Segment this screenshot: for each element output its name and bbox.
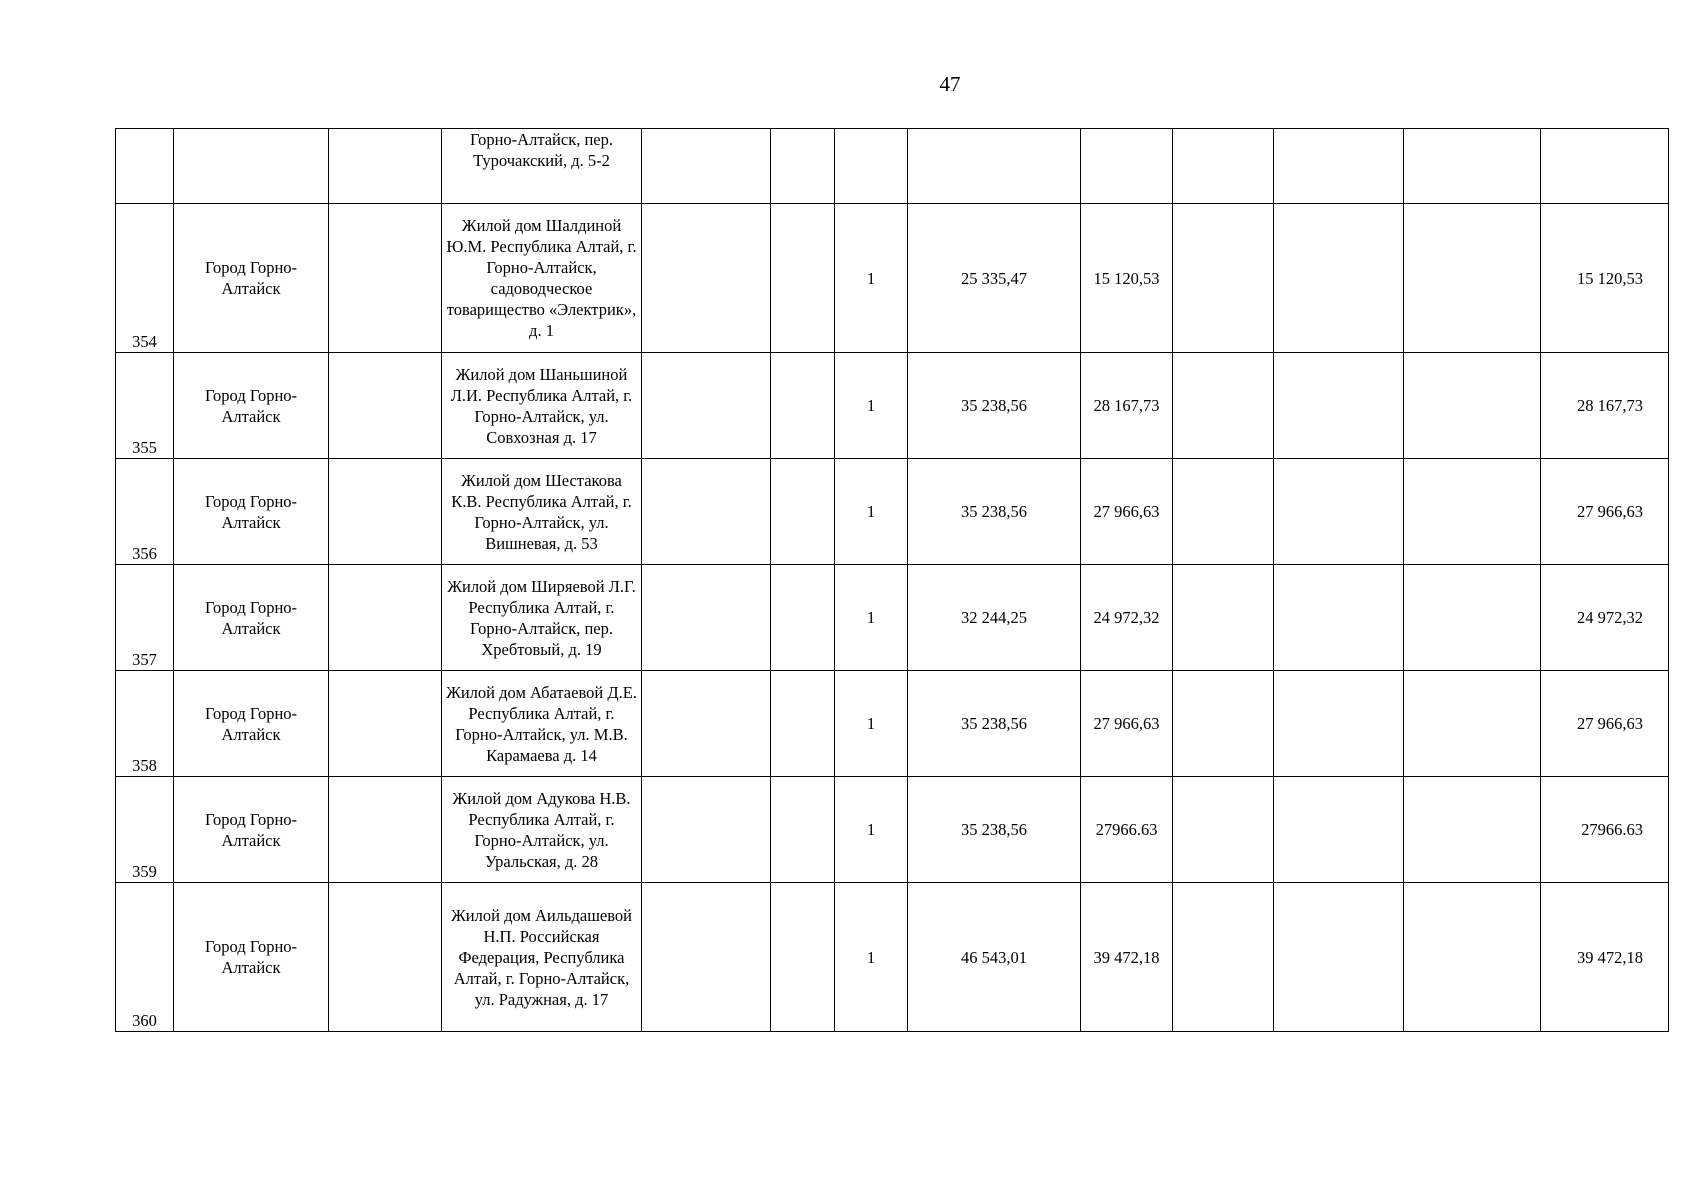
cell-total: 15 120,53 [1541, 204, 1669, 353]
cell-empty [771, 353, 835, 459]
cell-quantity: 1 [835, 671, 908, 777]
cell-empty [642, 777, 771, 883]
cell-value-a [908, 129, 1081, 204]
cell-total: 27966.63 [1541, 777, 1669, 883]
cell-value-b: 27966.63 [1081, 777, 1173, 883]
cell-empty [1404, 459, 1541, 565]
cell-empty [1274, 565, 1404, 671]
cell-object: Жилой дом Ширяевой Л.Г. Республика Алтай, г. Горно-Алтайск, пер. Хребтовый, д. 19 [442, 565, 642, 671]
cell-empty [642, 129, 771, 204]
cell-num: 355 [116, 353, 174, 459]
cell-quantity [835, 129, 908, 204]
cell-object: Жилой дом Аильдашевой Н.П. Российская Федерация, Республика Алтай, г. Горно-Алтайск, ул. Радужная, д. 17 [442, 883, 642, 1032]
cell-empty [1274, 883, 1404, 1032]
cell-empty [1274, 671, 1404, 777]
cell-value-b: 39 472,18 [1081, 883, 1173, 1032]
cell-value-b: 15 120,53 [1081, 204, 1173, 353]
cell-empty [1404, 671, 1541, 777]
cell-empty [771, 459, 835, 565]
cell-empty [771, 777, 835, 883]
cell-empty [1173, 671, 1274, 777]
cell-num: 356 [116, 459, 174, 565]
cell-empty [1274, 353, 1404, 459]
cell-empty [1404, 129, 1541, 204]
cell-quantity: 1 [835, 883, 908, 1032]
table-row [116, 353, 1669, 459]
cell-object: Жилой дом Адукова Н.В. Республика Алтай, г. Горно-Алтайск, ул. Уральская, д. 28 [442, 777, 642, 883]
cell-value-b: 24 972,32 [1081, 565, 1173, 671]
cell-quantity: 1 [835, 565, 908, 671]
registry-table [115, 128, 1669, 1032]
cell-value-b: 28 167,73 [1081, 353, 1173, 459]
cell-value-a: 25 335,47 [908, 204, 1081, 353]
table-row-continuation [116, 129, 1669, 204]
cell-empty [1173, 777, 1274, 883]
cell-object: Жилой дом Шестакова К.В. Республика Алтай, г. Горно-Алтайск, ул. Вишневая, д. 53 [442, 459, 642, 565]
cell-quantity: 1 [835, 353, 908, 459]
cell-quantity: 1 [835, 777, 908, 883]
cell-empty [329, 353, 442, 459]
cell-empty [642, 565, 771, 671]
cell-empty [329, 459, 442, 565]
cell-empty [771, 671, 835, 777]
cell-num: 354 [116, 204, 174, 353]
cell-empty [1404, 204, 1541, 353]
cell-quantity: 1 [835, 204, 908, 353]
table-row [116, 883, 1669, 1032]
table-row [116, 204, 1669, 353]
cell-object: Жилой дом Шалдиной Ю.М. Республика Алтай, г. Горно-Алтайск, садоводческое товарищество «Электрик», д. 1 [442, 204, 642, 353]
cell-object: Жилой дом Шаньшиной Л.И. Республика Алтай, г. Горно-Алтайск, ул. Совхозная д. 17 [442, 353, 642, 459]
cell-value-a: 46 543,01 [908, 883, 1081, 1032]
cell-num: 359 [116, 777, 174, 883]
cell-empty [329, 129, 442, 204]
cell-empty [329, 883, 442, 1032]
cell-empty [642, 353, 771, 459]
cell-object: Горно-Алтайск, пер. Турочакский, д. 5-2 [442, 129, 642, 204]
cell-empty [1404, 777, 1541, 883]
cell-value-a: 35 238,56 [908, 777, 1081, 883]
cell-empty [329, 671, 442, 777]
cell-total: 28 167,73 [1541, 353, 1669, 459]
cell-empty [771, 129, 835, 204]
cell-empty [642, 883, 771, 1032]
table-row [116, 565, 1669, 671]
cell-num: 357 [116, 565, 174, 671]
cell-value-b: 27 966,63 [1081, 459, 1173, 565]
cell-municipality: Город Горно-Алтайск [174, 204, 329, 353]
cell-value-b [1081, 129, 1173, 204]
cell-total [1541, 129, 1669, 204]
cell-municipality: Город Горно-Алтайск [174, 777, 329, 883]
cell-total: 27 966,63 [1541, 671, 1669, 777]
cell-value-a: 35 238,56 [908, 671, 1081, 777]
table-row [116, 459, 1669, 565]
cell-value-a: 35 238,56 [908, 459, 1081, 565]
cell-empty [642, 671, 771, 777]
cell-empty [642, 459, 771, 565]
cell-empty [329, 565, 442, 671]
table-row [116, 777, 1669, 883]
cell-municipality: Город Горно-Алтайск [174, 671, 329, 777]
cell-empty [1173, 459, 1274, 565]
cell-empty [1173, 883, 1274, 1032]
cell-value-b: 27 966,63 [1081, 671, 1173, 777]
cell-empty [1404, 883, 1541, 1032]
cell-municipality: Город Горно-Алтайск [174, 459, 329, 565]
cell-total: 27 966,63 [1541, 459, 1669, 565]
cell-total: 24 972,32 [1541, 565, 1669, 671]
cell-empty [1173, 353, 1274, 459]
cell-municipality: Город Горно-Алтайск [174, 565, 329, 671]
cell-empty [1404, 353, 1541, 459]
cell-empty [1173, 129, 1274, 204]
cell-empty [771, 565, 835, 671]
cell-empty [1274, 129, 1404, 204]
cell-empty [1404, 565, 1541, 671]
cell-num: 360 [116, 883, 174, 1032]
cell-num: 358 [116, 671, 174, 777]
cell-empty [329, 777, 442, 883]
cell-municipality: Город Горно-Алтайск [174, 883, 329, 1032]
cell-value-a: 32 244,25 [908, 565, 1081, 671]
cell-municipality [174, 129, 329, 204]
cell-quantity: 1 [835, 459, 908, 565]
cell-num [116, 129, 174, 204]
cell-empty [1274, 777, 1404, 883]
cell-empty [329, 204, 442, 353]
cell-empty [642, 204, 771, 353]
cell-empty [1173, 204, 1274, 353]
table-row [116, 671, 1669, 777]
cell-value-a: 35 238,56 [908, 353, 1081, 459]
cell-empty [1173, 565, 1274, 671]
cell-empty [771, 883, 835, 1032]
cell-object: Жилой дом Абатаевой Д.Е. Республика Алтай, г. Горно-Алтайск, ул. М.В. Карамаева д. 14 [442, 671, 642, 777]
cell-empty [771, 204, 835, 353]
page-number: 47 [939, 72, 961, 96]
cell-municipality: Город Горно-Алтайск [174, 353, 329, 459]
cell-empty [1274, 459, 1404, 565]
cell-empty [1274, 204, 1404, 353]
cell-total: 39 472,18 [1541, 883, 1669, 1032]
